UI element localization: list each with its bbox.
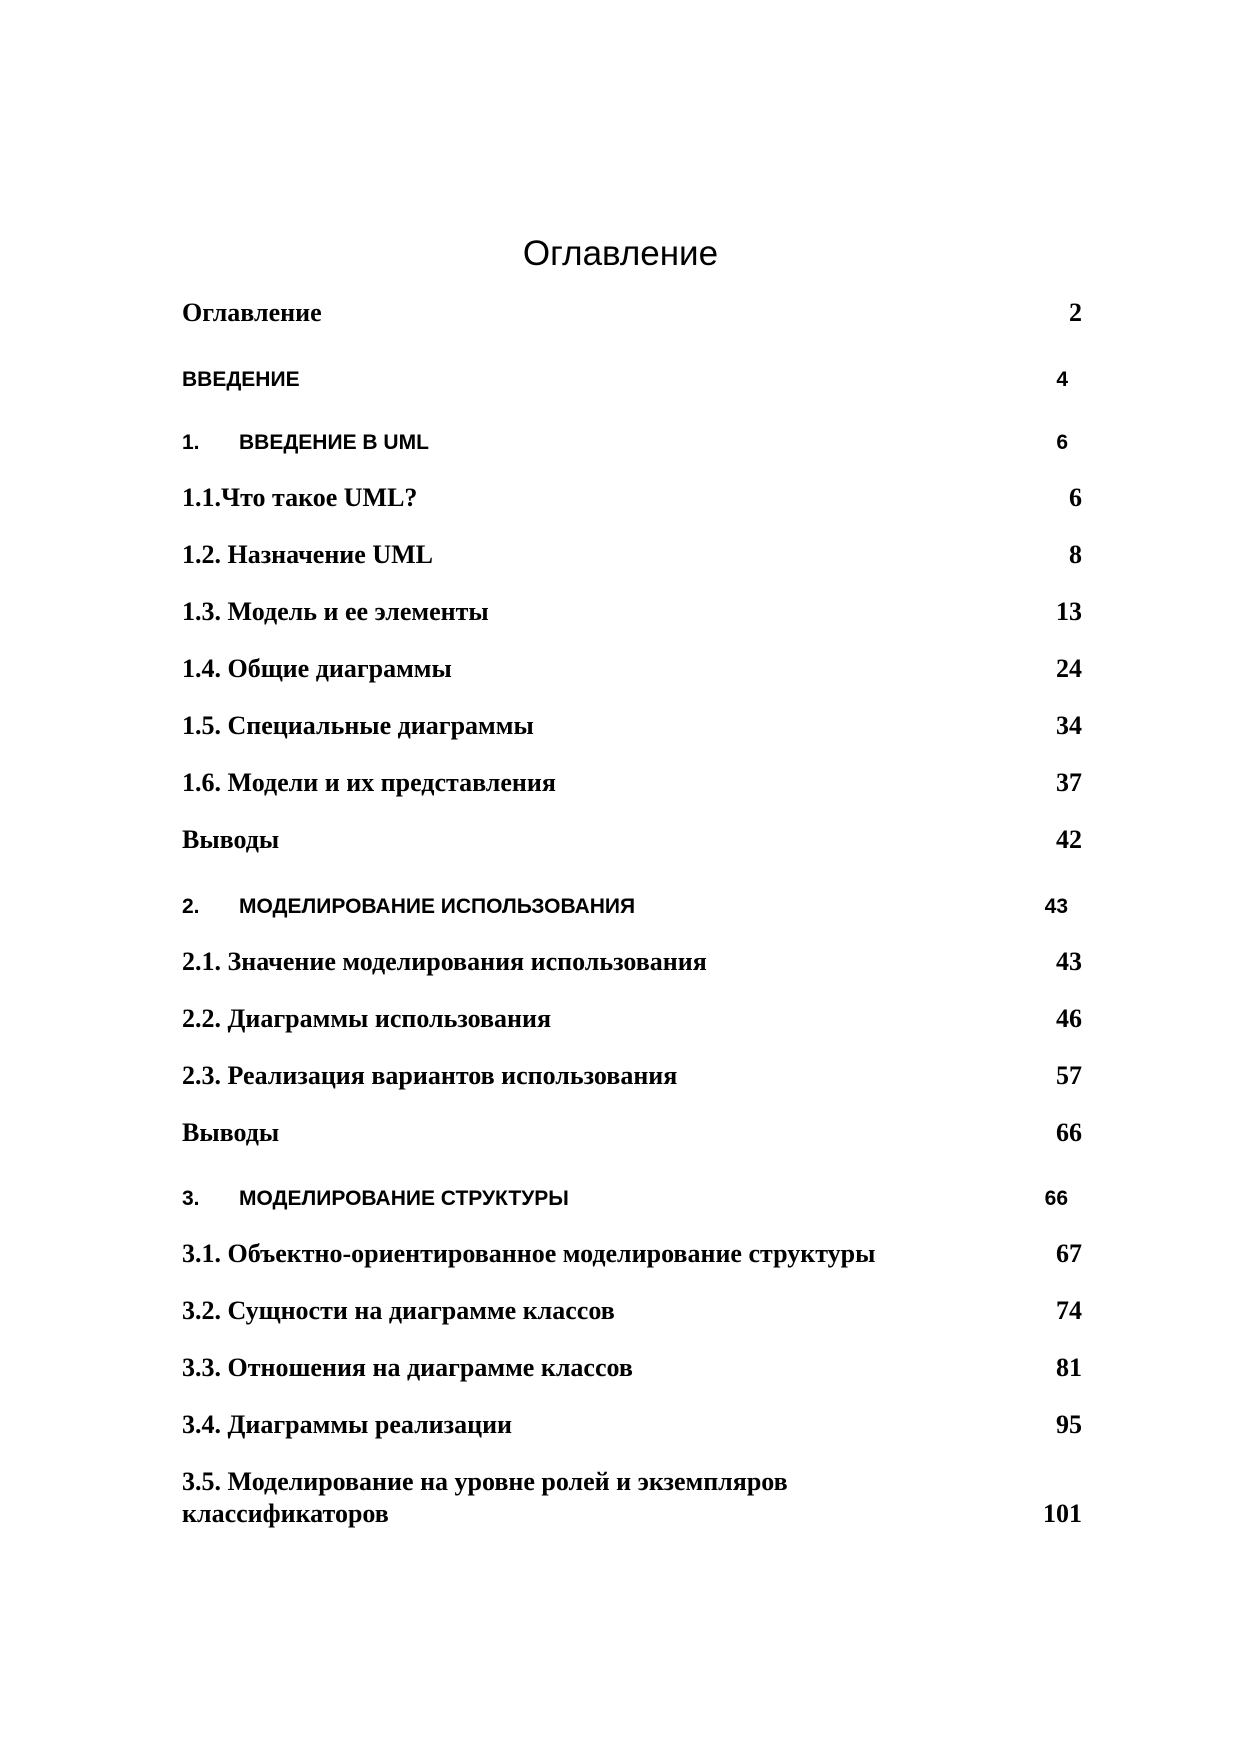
toc-entry[interactable]: [182, 1117, 1082, 1157]
toc-entry-page: 66: [1044, 1187, 1068, 1210]
toc-entry[interactable]: [182, 710, 1082, 750]
toc-entry-label: 3.1. Объектно-ориентированное моделирование структуры: [182, 1239, 876, 1268]
toc-entry-label: МОДЕЛИРОВАНИЕ СТРУКТУРЫ: [239, 1187, 569, 1210]
toc-entry[interactable]: [182, 653, 1082, 693]
toc-entry[interactable]: [182, 297, 1082, 337]
toc-entry-page: 57: [1056, 1061, 1082, 1090]
toc-entry-page: 24: [1056, 654, 1082, 683]
toc-entry-label: 2.1. Значение моделирования использования: [182, 947, 707, 976]
toc-entry-page: 101: [1043, 1499, 1082, 1528]
toc-entry-page: 37: [1056, 768, 1082, 797]
toc-entry-page: 46: [1056, 1004, 1082, 1033]
toc-entry-page: 42: [1056, 825, 1082, 854]
toc-entry-label: 1.3. Модель и ее элементы: [182, 597, 489, 626]
toc-entry-page: 81: [1056, 1353, 1082, 1382]
toc-entry-label: 1.4. Общие диаграммы: [182, 654, 452, 683]
toc-entry[interactable]: [182, 1185, 1082, 1225]
toc-entry-label: 3.4. Диаграммы реализации: [182, 1410, 513, 1439]
toc-entry-page: 6: [1069, 483, 1082, 512]
toc-entry[interactable]: [182, 482, 1082, 522]
toc-entry-page: 43: [1044, 895, 1068, 918]
toc-entry-label: 1.5. Специальные диаграммы: [182, 711, 534, 740]
toc-entry-label: ВВЕДЕНИЕ В UML: [239, 431, 429, 454]
toc-entry-number: 2.: [182, 895, 200, 918]
toc-entry[interactable]: [182, 1295, 1082, 1335]
toc-entry-page: 43: [1056, 947, 1082, 976]
toc-entry[interactable]: [182, 1466, 1082, 1538]
toc-entry[interactable]: [182, 366, 1082, 406]
toc-entry-label: МОДЕЛИРОВАНИЕ ИСПОЛЬЗОВАНИЯ: [239, 895, 636, 918]
toc-entry[interactable]: [182, 1352, 1082, 1392]
toc-entry-page: 74: [1056, 1296, 1082, 1325]
toc-entry-label: 3.2. Сущности на диаграмме классов: [182, 1296, 615, 1325]
toc-entry-label: 2.3. Реализация вариантов использования: [182, 1061, 678, 1090]
toc-entry-label: 2.2. Диаграммы использования: [182, 1004, 552, 1033]
toc-entry-number: 3.: [182, 1187, 200, 1210]
toc-entry[interactable]: [182, 767, 1082, 807]
toc-entry-number: 1.: [182, 431, 200, 454]
toc-entry[interactable]: [182, 946, 1082, 986]
toc-entry[interactable]: [182, 596, 1082, 636]
toc-entry-label: 3.5. Моделирование на уровне ролей и экземпляров классификаторов: [182, 1467, 788, 1528]
toc-entry[interactable]: [182, 1003, 1082, 1043]
toc-entry-label: Выводы: [182, 1118, 280, 1147]
toc-entry-label: Выводы: [182, 825, 280, 854]
toc-entry-page: 8: [1069, 540, 1082, 569]
toc-entry-label: ВВЕДЕНИЕ: [182, 368, 300, 391]
toc-entry-label: Оглавление: [182, 298, 322, 327]
toc-entry-page: 13: [1056, 597, 1082, 626]
toc-entry-label: 1.6. Модели и их представления: [182, 768, 556, 797]
toc-entry-page: 4: [1056, 368, 1068, 391]
toc-entry-page: 34: [1056, 711, 1082, 740]
toc-entry[interactable]: [182, 824, 1082, 864]
toc-entry-page: 95: [1056, 1410, 1082, 1439]
toc-entry[interactable]: [182, 539, 1082, 579]
toc-entry[interactable]: [182, 893, 1082, 933]
toc-entry-label: 1.1.Что такое UML?: [182, 483, 418, 512]
toc-entry-label: 1.2. Назначение UML: [182, 540, 433, 569]
toc-entry-page: 67: [1056, 1239, 1082, 1268]
toc-entry[interactable]: [182, 1409, 1082, 1449]
toc-entry-page: 2: [1069, 298, 1082, 327]
page-title: Оглавление: [522, 234, 719, 273]
toc-entry-label: 3.3. Отношения на диаграмме классов: [182, 1353, 633, 1382]
toc-entry[interactable]: [182, 429, 1082, 469]
toc-entry-page: 6: [1056, 431, 1068, 454]
toc-entry[interactable]: [182, 1060, 1082, 1100]
toc-entry[interactable]: [182, 1238, 1082, 1278]
toc-entry-page: 66: [1056, 1118, 1082, 1147]
